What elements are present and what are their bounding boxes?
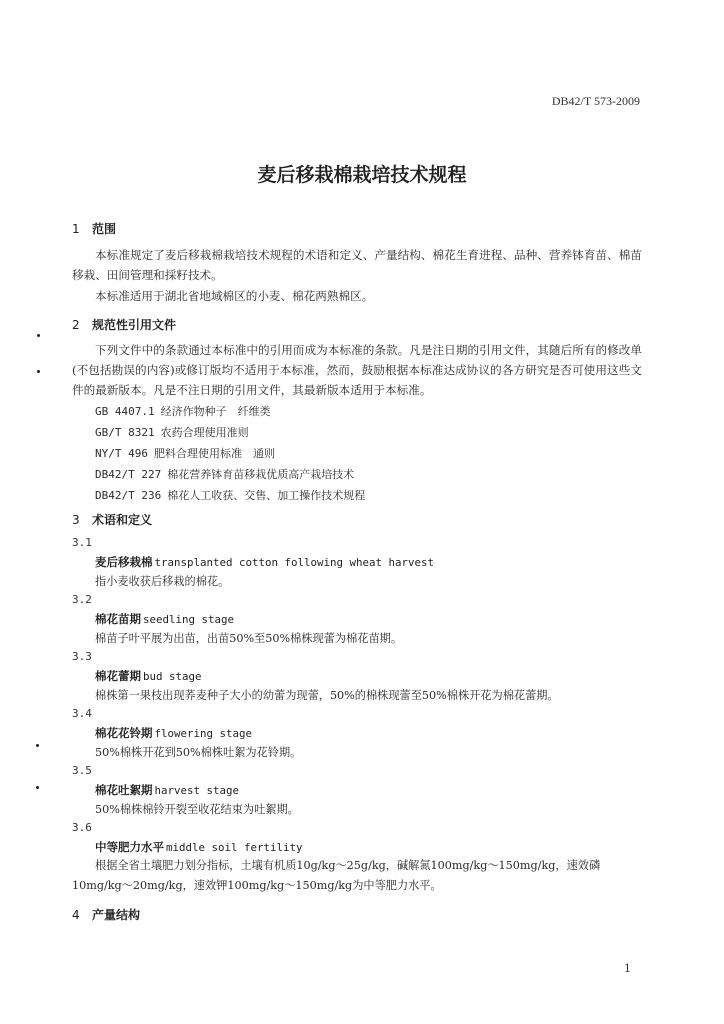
reference-item: GB/T 8321 农药合理使用准则 (95, 426, 249, 439)
term-heading: 麦后移栽棉 transplanted cotton following wheat harvest (95, 555, 435, 569)
term-number: 3.3 (72, 650, 92, 663)
standard-code: DB42/T 573-2009 (551, 94, 640, 108)
scope-paragraph-1: 本标准规定了麦后移栽棉栽培技术规程的术语和定义、产量结构、棉花生育进程、品种、营养钵育苗、棉苗移栽、田间管理和採籽技术。 (72, 248, 642, 282)
term-definition: 棉苗子叶平展为出苗，出苗50%至50%棉株现蕾为棉花苗期。 (95, 632, 403, 645)
section-number: 4 (72, 908, 80, 922)
term-definition: 50%棉株开花到50%棉株吐絮为花铃期。 (95, 746, 302, 759)
term-heading: 棉花蕾期 bud stage (95, 669, 202, 683)
section-title: 范围 (92, 222, 117, 236)
section-heading-3 (72, 511, 152, 528)
term-heading: 棉花苗期 seedling stage (95, 612, 235, 626)
term-definition: 50%棉株棉铃开裂至收花结束为吐絮期。 (95, 803, 299, 816)
scan-speck (37, 334, 40, 337)
term-number: 3.4 (72, 707, 92, 720)
term-number: 3.6 (72, 821, 92, 834)
scope-paragraph-2: 本标准适用于湖北省地域棉区的小麦、棉花两熟棉区。 (95, 289, 374, 303)
reference-item: NY/T 496 肥料合理使用标准 通则 (95, 447, 275, 460)
section-title: 术语和定义 (92, 513, 153, 527)
term-heading: 棉花花铃期 flowering stage (95, 726, 253, 740)
term-definition: 棉株第一果枝出现荞麦种子大小的幼蕾为现蕾，50%的棉株现蕾至50%棉株开花为棉花蕾期。 (95, 689, 559, 702)
section-number: 3 (72, 513, 80, 527)
page-number: 1 (624, 962, 631, 975)
scan-speck (36, 786, 39, 789)
section-number: 2 (72, 318, 80, 332)
document-title: 麦后移栽棉栽培技术规程 (257, 164, 467, 186)
reference-item: GB 4407.1 经济作物种子 纤维类 (95, 405, 271, 418)
section-heading-4 (72, 906, 140, 923)
reference-item: DB42/T 227 棉花营养钵育苗移栽优质高产栽培技术 (95, 468, 355, 481)
section-heading-2 (72, 316, 176, 333)
section-title: 规范性引用文件 (92, 318, 177, 332)
term-number: 3.5 (72, 764, 92, 777)
scan-speck (37, 370, 40, 373)
section-number: 1 (72, 222, 80, 236)
term-heading: 棉花吐絮期 harvest stage (95, 783, 240, 797)
reference-item: DB42/T 236 棉花人工收获、交售、加工操作技术规程 (95, 489, 366, 502)
term-number: 3.1 (72, 536, 92, 549)
term-definition: 根据全省土壤肥力划分指标，土壤有机质10g/kg～25g/kg，碱解氮100mg/kg～150mg/kg，速效磷10mg/kg～20mg/kg，速效钾100mg/kg～150mg/kg为中等肥力水平。 (72, 859, 601, 892)
references-paragraph: 下列文件中的条款通过本标准中的引用而成为本标准的条款。凡是注日期的引用文件，其随后所有的修改单(不包括勘误的内容)或修订版均不适用于本标准，然而，鼓励根据本标准达成协议的各方研究是否可使用这些文件的最新版本。凡是不注日期的引用文件，其最新版本适用于本标准。 (72, 343, 642, 397)
scan-speck (36, 744, 39, 747)
term-heading: 中等肥力水平 middle soil fertility (95, 840, 303, 854)
term-number: 3.2 (72, 593, 92, 606)
section-title: 产量结构 (92, 908, 141, 922)
section-heading-1 (72, 220, 116, 237)
term-definition: 指小麦收获后移栽的棉花。 (95, 575, 230, 588)
